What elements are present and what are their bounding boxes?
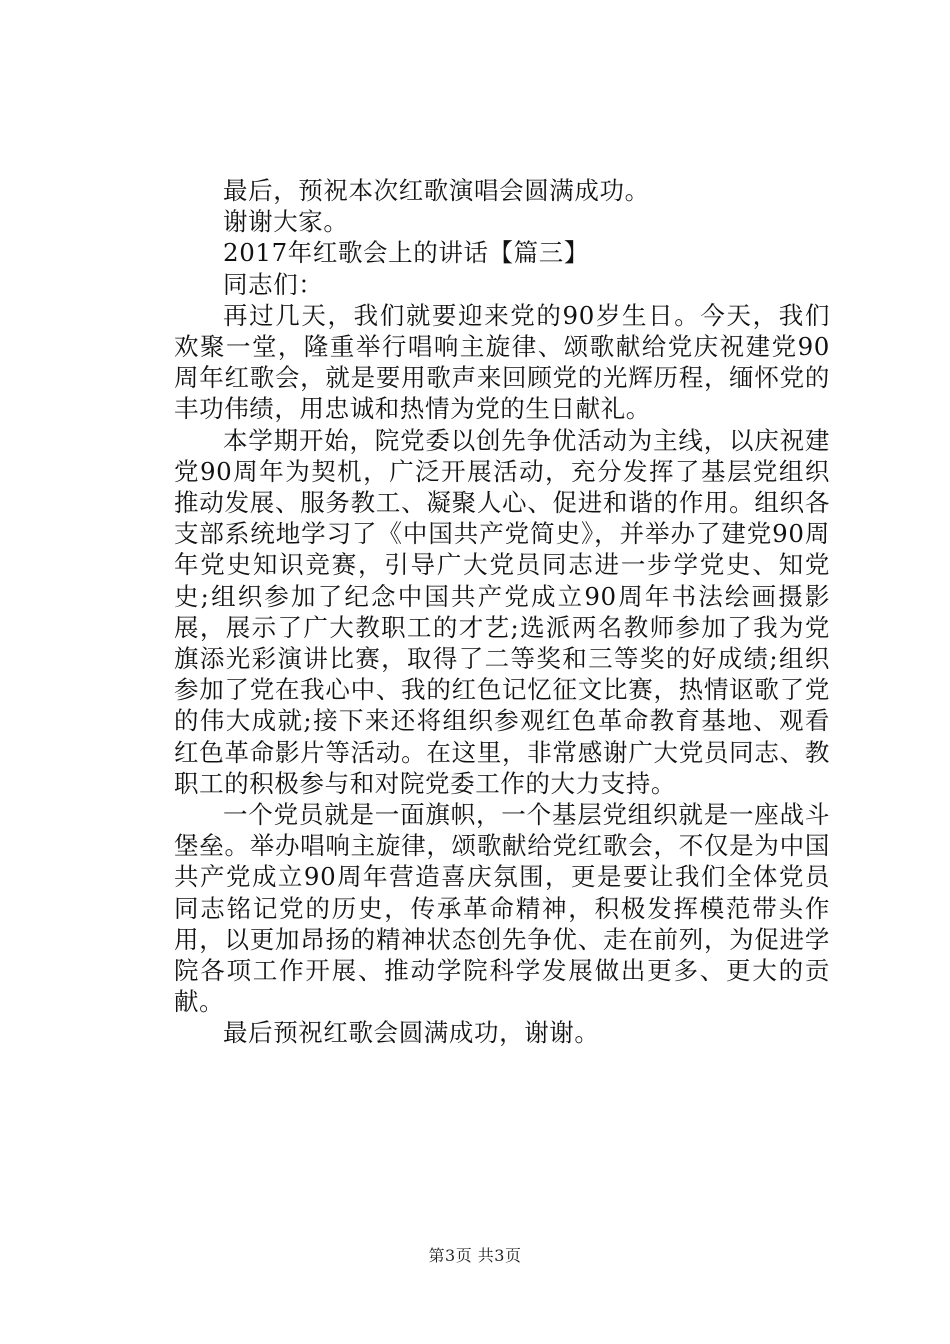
closing-wish-paragraph: 最后，预祝本次红歌演唱会圆满成功。 [223, 176, 650, 205]
section-heading: 2017年红歌会上的讲话【篇三】 [223, 238, 589, 268]
thanks-paragraph: 谢谢大家。 [223, 207, 349, 237]
body-paragraph-3: 一个党员就是一面旗帜，一个基层党组织就是一座战斗堡垒。举办唱响主旋律，颂歌献给党红歌会，不仅是为中国共产党成立90周年营造喜庆氛围，更是要让我们全体党员同志铭记党的历史，传承革命精神，积极发挥模范带头作用，以更加昂扬的精神状态创先争优、走在前列，为促进学院各项工作开展、推动学院科学发展做出更多、更大的贡献。 [174, 800, 830, 1017]
salutation: 同志们： [223, 269, 324, 299]
page-footer: 第3页 共3页 [428, 1246, 522, 1265]
body-paragraph-1: 再过几天，我们就要迎来党的90岁生日。今天，我们欢聚一堂，隆重举行唱响主旋律、颂歌献给党庆祝建党90周年红歌会，就是要用歌声来回顾党的光辉历程，缅怀党的丰功伟绩，用忠诚和热情为党的生日献礼。 [174, 300, 830, 424]
document-body [174, 175, 830, 1049]
body-paragraph-2: 本学期开始，院党委以创先争优活动为主线，以庆祝建党90周年为契机，广泛开展活动，充分发挥了基层党组织推动发展、服务教工、凝聚人心、促进和谐的作用。组织各支部系统地学习了《中国共产党简史》，并举办了建党90周年党史知识竞赛，引导广大党员同志进一步学党史、知党史;组织参加了纪念中国共产党成立90周年书法绘画摄影展，展示了广大教职工的才艺;选派两名教师参加了我为党旗添光彩演讲比赛，取得了二等奖和三等奖的好成绩;组织参加了党在我心中、我的红色记忆征文比赛，热情讴歌了党的伟大成就;接下来还将组织参观红色革命教育基地、观看红色革命影片等活动。在这里，非常感谢广大党员同志、教职工的积极参与和对院党委工作的大力支持。 [174, 425, 830, 798]
final-closing-paragraph: 最后预祝红歌会圆满成功，谢谢。 [223, 1018, 600, 1048]
